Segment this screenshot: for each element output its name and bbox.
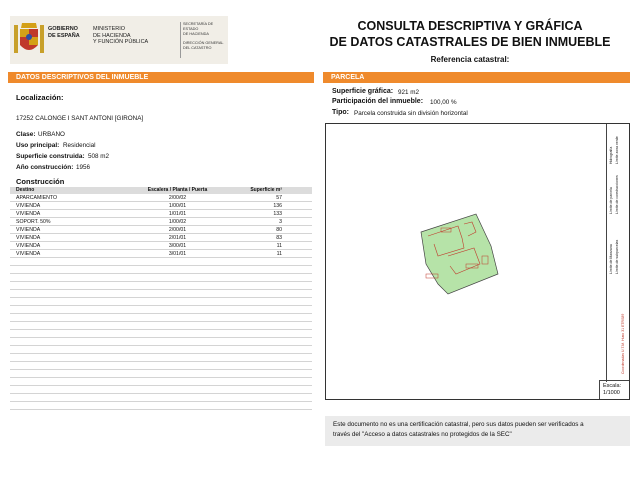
legend-manzana: Límite de Manzana [609, 244, 613, 274]
header-escalera: Escalera / Planta / Puerta [147, 187, 208, 193]
cell-destino [10, 346, 135, 353]
cell-superficie: 133 [273, 211, 282, 217]
cell-escalera [135, 330, 220, 337]
cell-destino [10, 394, 135, 401]
cell-destino [10, 362, 135, 369]
anio-construccion-value: 1956 [76, 164, 91, 171]
cell-escalera [135, 378, 220, 385]
table-row [10, 346, 312, 354]
table-row [10, 202, 312, 210]
cell-escalera: 1/01/01 [168, 211, 187, 217]
table-row [10, 362, 312, 370]
table-row [10, 282, 312, 290]
cell-destino [10, 290, 135, 297]
ministerio-text: MINISTERIO DE HACIENDA Y FUNCIÓN PÚBLICA [93, 26, 149, 45]
cell-escalera [135, 386, 220, 393]
cell-escalera [135, 290, 220, 297]
cell-escalera [135, 274, 220, 281]
superficie-grafica-label: Superficie gráfica: [332, 88, 394, 95]
table-row [10, 194, 312, 202]
government-logo [10, 16, 228, 64]
participacion-value: 100,00 % [430, 99, 457, 106]
tipo-value: Parcela construida sin división horizontal [354, 110, 468, 117]
cell-destino [10, 370, 135, 377]
cell-superficie [220, 386, 312, 393]
table-row [10, 322, 312, 330]
scale-label: Escala: [603, 383, 622, 389]
coat-of-arms-icon [14, 21, 44, 58]
table-row [10, 402, 312, 410]
cell-escalera [135, 394, 220, 401]
table-row [10, 314, 312, 322]
cell-superficie [220, 274, 312, 281]
table-row [10, 266, 312, 274]
cell-destino: APARCAMIENTO [16, 195, 58, 201]
cell-destino: VIVIENDA [16, 203, 41, 209]
cell-destino [10, 282, 135, 289]
cell-destino [10, 338, 135, 345]
clase-label: Clase: [16, 131, 36, 138]
scale-value: 1/1000 [603, 390, 620, 396]
cell-escalera [135, 346, 220, 353]
participacion-label: Participación del inmueble: [332, 98, 424, 105]
cell-destino: SOPORT. 50% [16, 219, 51, 225]
page-title: CONSULTA DESCRIPTIVA Y GRÁFICA DE DATOS CATASTRALES DE BIEN INMUEBLE [329, 19, 611, 49]
cell-destino [10, 330, 135, 337]
cell-destino [10, 322, 135, 329]
cell-superficie [220, 266, 312, 273]
localizacion-value: 17252 CALONGE I SANT ANTONI [GIRONA] [16, 115, 144, 122]
cell-superficie [220, 290, 312, 297]
cell-escalera [135, 298, 220, 305]
table-row [10, 250, 312, 258]
cell-superficie [220, 378, 312, 385]
cell-superficie: 11 [276, 251, 282, 257]
disclaimer-footer: Este documento no es una certificación catastral, pero sus datos pueden ser verificados a través del "Acceso a datos catastrales no protegidos de la SEC" [325, 416, 630, 446]
cell-superficie [220, 282, 312, 289]
cell-superficie [220, 402, 312, 409]
cell-superficie [220, 298, 312, 305]
cell-escalera [135, 338, 220, 345]
table-body [10, 194, 312, 410]
section-bar-datos: DATOS DESCRIPTIVOS DEL INMUEBLE [8, 72, 314, 83]
cell-destino [10, 274, 135, 281]
cell-superficie [220, 322, 312, 329]
cell-superficie: 11 [276, 243, 282, 249]
cell-destino [10, 306, 135, 313]
cell-escalera [135, 362, 220, 369]
cell-escalera: 1/00/01 [168, 203, 187, 209]
map-legend [606, 124, 629, 382]
cell-escalera [135, 354, 220, 361]
cell-escalera: 2/00/02 [168, 195, 187, 201]
table-row [10, 338, 312, 346]
cell-superficie: 83 [276, 235, 282, 241]
table-row [10, 386, 312, 394]
secretaria-text: SECRETARÍA DE ESTADO DE HACIENDA [183, 22, 214, 36]
tipo-label: Tipo: [332, 109, 349, 116]
table-row [10, 218, 312, 226]
legend-zona-verde: Límite zona verde [615, 136, 619, 164]
cell-superficie [220, 394, 312, 401]
table-row [10, 234, 312, 242]
cell-destino [10, 258, 135, 265]
cell-superficie [220, 258, 312, 265]
cell-destino [10, 378, 135, 385]
cell-escalera [135, 370, 220, 377]
construccion-heading: Construcción [16, 177, 65, 186]
parcel-map[interactable] [325, 123, 630, 400]
legend-coordinates: Coordenadas U.T.M. Huso 31 ETRS89 [621, 313, 625, 374]
legend-parcela: Límite de parcela [609, 187, 613, 214]
table-row [10, 298, 312, 306]
cell-escalera [135, 306, 220, 313]
table-row [10, 330, 312, 338]
cell-escalera: 2/01/01 [168, 235, 187, 241]
table-row [10, 226, 312, 234]
cell-superficie: 57 [276, 195, 282, 201]
page-header [0, 0, 640, 68]
legend-hidrografia: Hidrografía [609, 146, 613, 164]
cell-escalera [135, 258, 220, 265]
table-row [10, 378, 312, 386]
cell-escalera [135, 322, 220, 329]
cell-destino: VIVIENDA [16, 243, 41, 249]
cell-superficie [220, 338, 312, 345]
header-destino: Destino [16, 187, 35, 193]
table-row [10, 258, 312, 266]
cell-superficie: 136 [273, 203, 282, 209]
construccion-table [10, 187, 312, 410]
table-row [10, 274, 312, 282]
cell-destino: VIVIENDA [16, 251, 41, 257]
clase-value: URBANO [38, 131, 65, 138]
cell-escalera: 2/00/01 [168, 227, 187, 233]
direccion-text: DIRECCIÓN GENERAL DEL CATASTRO [183, 41, 224, 50]
table-row [10, 210, 312, 218]
superficie-construida-value: 508 m2 [88, 153, 110, 160]
localizacion-label: Localización: [16, 93, 64, 102]
cell-escalera: 3/01/01 [168, 251, 187, 257]
table-row [10, 394, 312, 402]
superficie-construida-label: Superficie construida: [16, 153, 85, 160]
logo-divider [180, 22, 181, 58]
table-row [10, 242, 312, 250]
legend-construcciones: Límite de construcciones [615, 175, 619, 214]
cell-superficie [220, 362, 312, 369]
referencia-catastral: Referencia catastral: [430, 55, 510, 64]
table-header [10, 187, 312, 194]
uso-principal-value: Residencial [63, 142, 96, 149]
cell-escalera: 1/00/02 [168, 219, 187, 225]
cell-escalera [135, 282, 220, 289]
header-superficie: Superficie m² [250, 187, 282, 193]
cell-destino: VIVIENDA [16, 227, 41, 233]
parcel-drawing[interactable] [326, 124, 606, 382]
cell-destino [10, 386, 135, 393]
section-bar-parcela: PARCELA [323, 72, 630, 83]
gobierno-text: GOBIERNO DE ESPAÑA [48, 26, 80, 39]
cell-destino: VIVIENDA [16, 211, 41, 217]
cell-superficie: 3 [279, 219, 282, 225]
cell-superficie [220, 314, 312, 321]
cell-superficie [220, 330, 312, 337]
table-row [10, 306, 312, 314]
cell-superficie [220, 306, 312, 313]
cell-destino [10, 402, 135, 409]
cell-superficie [220, 370, 312, 377]
cell-escalera [135, 402, 220, 409]
superficie-grafica-value: 921 m2 [398, 89, 420, 96]
uso-principal-label: Uso principal: [16, 142, 60, 149]
table-row [10, 290, 312, 298]
cell-superficie [220, 346, 312, 353]
cell-superficie: 80 [276, 227, 282, 233]
cell-destino [10, 298, 135, 305]
anio-construccion-label: Año construcción: [16, 164, 74, 171]
cell-escalera [135, 266, 220, 273]
legend-subparcelas: Límite de subparcelas [615, 239, 619, 274]
cell-destino [10, 354, 135, 361]
cell-destino [10, 266, 135, 273]
cell-destino: VIVIENDA [16, 235, 41, 241]
cell-destino [10, 314, 135, 321]
cell-escalera [135, 314, 220, 321]
table-row [10, 354, 312, 362]
cell-escalera: 3/00/01 [168, 243, 187, 249]
cell-superficie [220, 354, 312, 361]
scale-box [599, 380, 629, 399]
table-row [10, 370, 312, 378]
